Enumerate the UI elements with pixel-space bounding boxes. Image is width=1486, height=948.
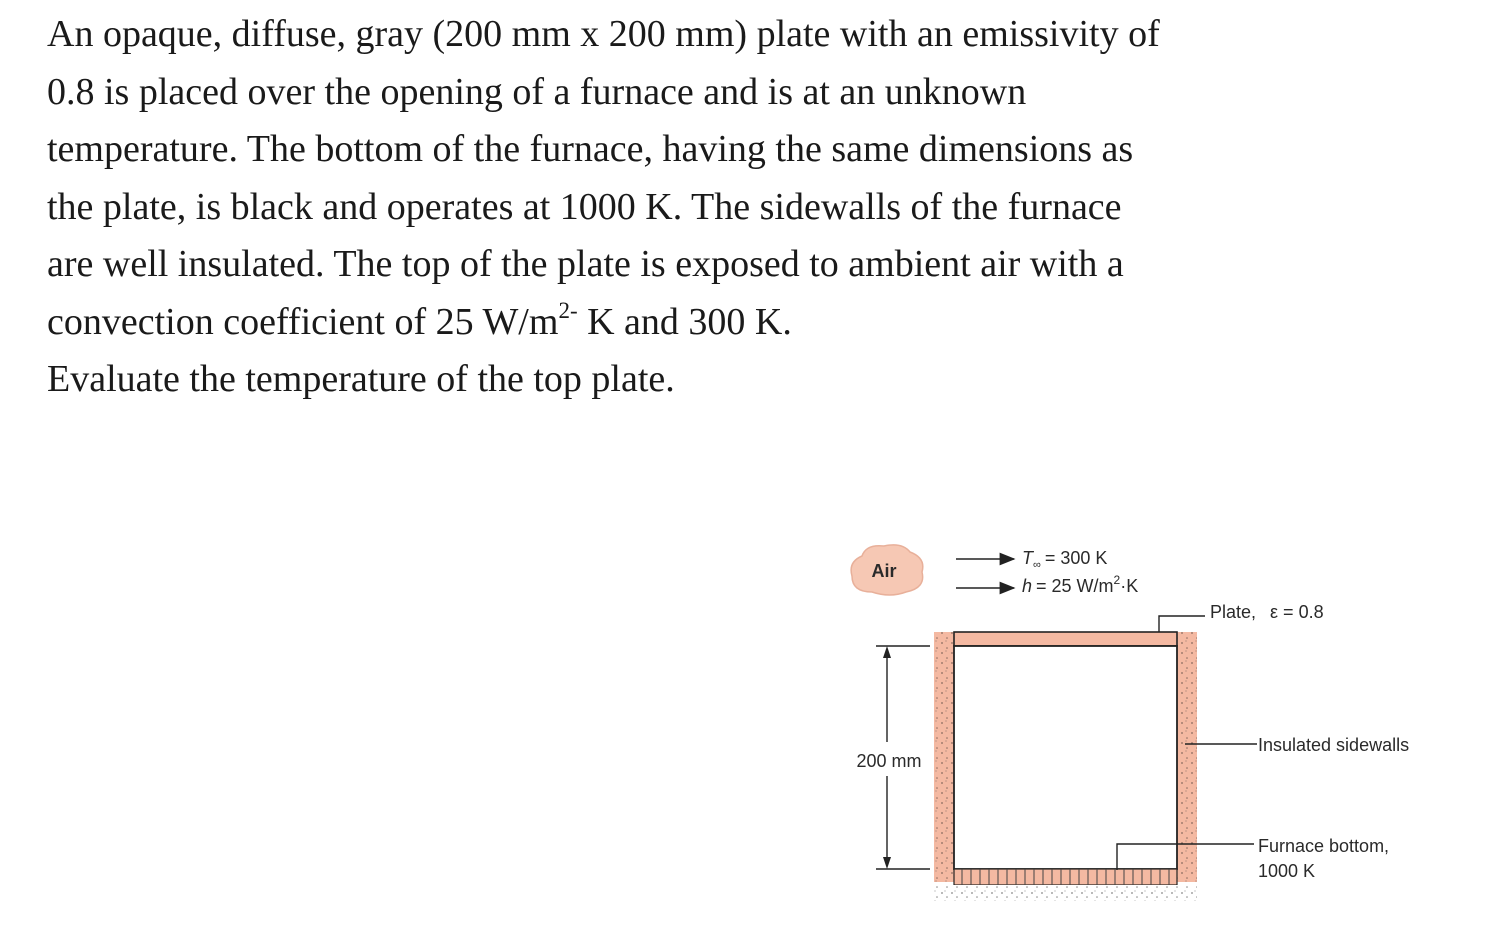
furnace-cavity	[954, 646, 1177, 869]
question-line: Evaluate the temperature of the top plate.	[47, 358, 675, 400]
furnace-bottom-temperature: 1000 K	[1258, 861, 1316, 881]
air-label: Air	[871, 561, 897, 581]
problem-line-6-text: convection coefficient of 25 W/m	[47, 300, 559, 343]
problem-line-2: 0.8 is placed over the opening of a furnace and is at an unknown	[47, 70, 1027, 113]
furnace-bottom	[954, 869, 1177, 885]
unit-superscript: 2-	[558, 297, 578, 323]
problem-line-1: An opaque, diffuse, gray (200 mm x 200 mm) plate with an emissivity of	[47, 13, 1160, 55]
plate-leader-line	[1159, 616, 1205, 632]
plate	[954, 632, 1177, 646]
problem-line-5: are well insulated. The top of the plate is exposed to ambient air with a	[47, 243, 1124, 285]
problem-line-6-tail: K and 300 K.	[577, 300, 792, 343]
plate-label: Plate, ε = 0.8	[1210, 602, 1324, 622]
ambient-temperature-label: $T_\infty = 300$ K	[1022, 548, 1108, 571]
problem-line-4: the plate, is black and operates at 1000 K. The sidewalls of the furnace	[47, 185, 1122, 228]
left-sidewall	[934, 632, 954, 882]
sidewalls-label: Insulated sidewalls	[1258, 735, 1410, 755]
base-insulation	[934, 885, 1197, 901]
dimension-label: 200 mm	[856, 751, 922, 771]
air-cloud	[851, 545, 923, 595]
furnace-bottom-label: Furnace bottom,	[1258, 836, 1390, 856]
convection-coefficient-label: h = 25 $W/m^2\cdot K$	[1022, 573, 1139, 596]
problem-line-3: temperature. The bottom of the furnace, having the same dimensions as	[47, 128, 1134, 170]
